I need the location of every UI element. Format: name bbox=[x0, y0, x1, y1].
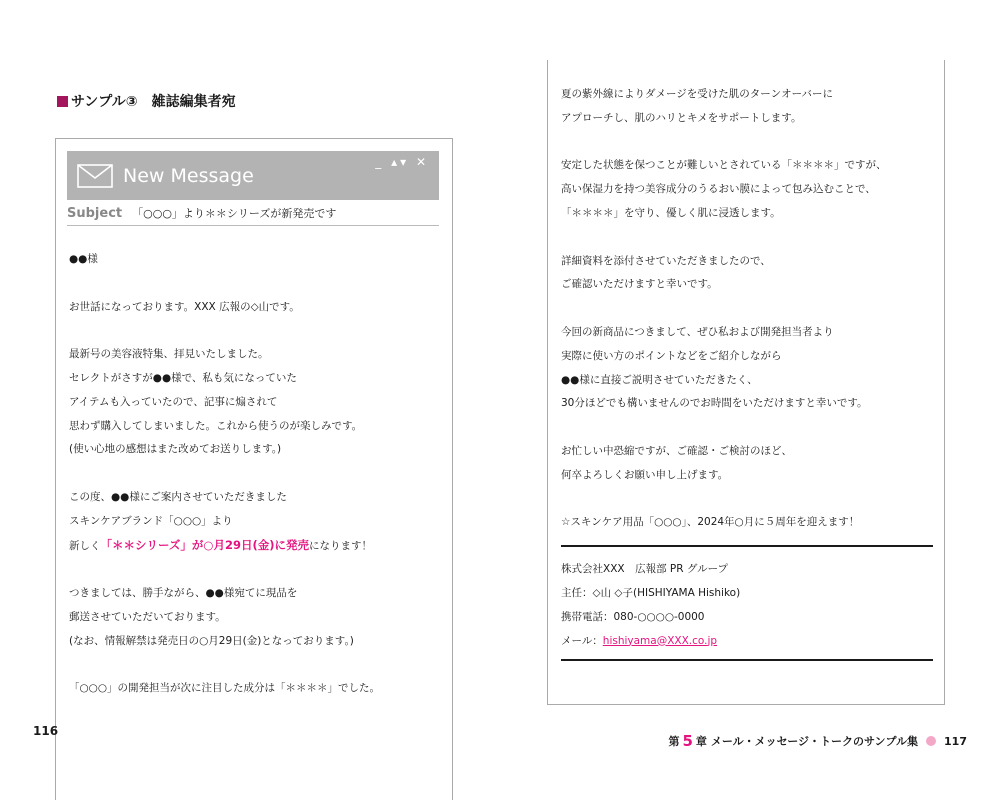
page-number-right: 117 bbox=[944, 734, 967, 748]
body-line: 高い保湿力を持つ美容成分のうるおい膜によって包み込むことで、 bbox=[561, 183, 876, 196]
body-line: 詳細資料を添付させていただきましたので、 bbox=[561, 254, 771, 267]
body-line: つきましては、勝手ながら、●●様宛てに現品を bbox=[69, 587, 298, 600]
signature-divider-bottom bbox=[561, 659, 933, 661]
body-line: 最新号の美容液特集、拝見いたしました。 bbox=[69, 348, 269, 361]
chapter-number: 5 bbox=[682, 732, 693, 750]
body-line: 30分ほどでも構いませんのでお時間をいただけますと幸いです。 bbox=[561, 397, 868, 410]
body-line bbox=[561, 416, 936, 440]
email-body-left bbox=[69, 248, 439, 701]
mail-address-link[interactable]: hishiyama@XXX.co.jp bbox=[602, 634, 718, 647]
signature-divider-top bbox=[561, 545, 933, 547]
body-line: この度、●●様にご案内させていただきました bbox=[69, 490, 287, 503]
chapter-title: メール・メッセージ・トークのサンプル集 bbox=[710, 735, 919, 748]
body-line: ●●様に直接ご説明させていただきたく、 bbox=[561, 373, 758, 386]
subject-row bbox=[67, 205, 439, 221]
chapter-suffix: 章 bbox=[695, 735, 707, 748]
body-line bbox=[69, 654, 439, 678]
signature-phone: 携帯電話：080-○○○○-0000 bbox=[561, 610, 705, 623]
body-line bbox=[69, 558, 439, 582]
body-line: 今回の新商品につきまして、ぜひ私および開発担当者より bbox=[561, 325, 834, 338]
highlight-suffix: になります！ bbox=[308, 539, 372, 552]
body-line: お忙しい中恐縮ですが、ご確認・ご検討のほど、 bbox=[561, 444, 792, 457]
body-line: 安定した状態を保つことが難しいとされている「＊＊＊＊」ですが、 bbox=[561, 159, 887, 172]
body-line: 思わず購入してしまいました。これから使うのが楽しみです。 bbox=[69, 419, 363, 432]
body-line: (なお、情報解禁は発売日の○月29日(金)となっております。) bbox=[69, 634, 354, 647]
body-line bbox=[561, 131, 936, 155]
body-line: 夏の紫外線によりダメージを受けた肌のターンオーバーに bbox=[561, 88, 834, 100]
email-body-right bbox=[561, 83, 936, 672]
heading-square-icon bbox=[57, 96, 68, 107]
body-line bbox=[69, 272, 439, 296]
body-line: ●●様 bbox=[69, 253, 98, 265]
mail-label: メール： bbox=[561, 634, 603, 647]
subject-divider bbox=[67, 225, 439, 226]
body-line: 何卒よろしくお願い申し上げます。 bbox=[561, 468, 729, 481]
body-line: ☆スキンケア用品「○○○」、2024年○月に５周年を迎えます！ bbox=[561, 516, 860, 529]
body-line bbox=[561, 297, 936, 321]
body-line: お世話になっております。XXX 広報の◇山です。 bbox=[69, 300, 300, 313]
body-line: 「＊＊＊＊」を守り、優しく肌に浸透します。 bbox=[561, 206, 781, 219]
envelope-icon bbox=[77, 164, 113, 188]
window-controls-icon[interactable]: _ ▴▾ ✕ bbox=[375, 155, 429, 169]
body-line bbox=[561, 226, 936, 250]
subject-label: Subject bbox=[67, 206, 123, 221]
highlight-line bbox=[69, 534, 439, 559]
body-line bbox=[561, 488, 936, 512]
highlight-prefix: 新しく bbox=[69, 539, 101, 552]
body-line bbox=[69, 319, 439, 343]
body-line: アプローチし、肌のハリとキメをサポートします。 bbox=[561, 111, 802, 124]
body-line: 実際に使い方のポイントなどをご紹介しながら bbox=[561, 349, 782, 362]
section-heading bbox=[57, 91, 236, 111]
highlight-text: 「＊＊シリーズ」が○月29日(金)に発売 bbox=[100, 537, 309, 552]
chapter-prefix: 第 bbox=[668, 735, 680, 748]
body-line: (使い心地の感想はまた改めてお送りします。) bbox=[69, 443, 282, 456]
body-line: 郵送させていただいております。 bbox=[69, 610, 226, 623]
signature-name: 主任：◇山 ◇子(HISHIYAMA Hishiko) bbox=[561, 586, 741, 599]
signature-mail bbox=[561, 630, 936, 654]
body-line: アイテムも入っていたので、記事に煽されて bbox=[69, 395, 278, 408]
body-line: スキンケアブランド「○○○」より bbox=[69, 514, 233, 527]
page-footer bbox=[668, 732, 967, 750]
mail-title: New Message bbox=[123, 164, 254, 187]
signature-company: 株式会社XXX 広報部 PR グループ bbox=[561, 563, 729, 576]
page-number-left: 116 bbox=[33, 724, 59, 738]
heading-text: サンプル③ 雑誌編集者宛 bbox=[71, 94, 236, 110]
mail-header bbox=[67, 151, 439, 200]
subject-value: 「○○○」より＊＊シリーズが新発売です bbox=[132, 207, 337, 220]
body-line: セレクトがさすが●●様で、私も気になっていた bbox=[69, 371, 297, 384]
body-line bbox=[69, 462, 439, 486]
email-panel-left bbox=[55, 138, 453, 800]
dot-icon bbox=[926, 736, 936, 746]
email-panel-right bbox=[547, 60, 945, 705]
body-line: 「○○○」の開発担当が次に注目した成分は「＊＊＊＊」でした。 bbox=[69, 682, 380, 695]
body-line: ご確認いただけますと幸いです。 bbox=[561, 278, 718, 291]
